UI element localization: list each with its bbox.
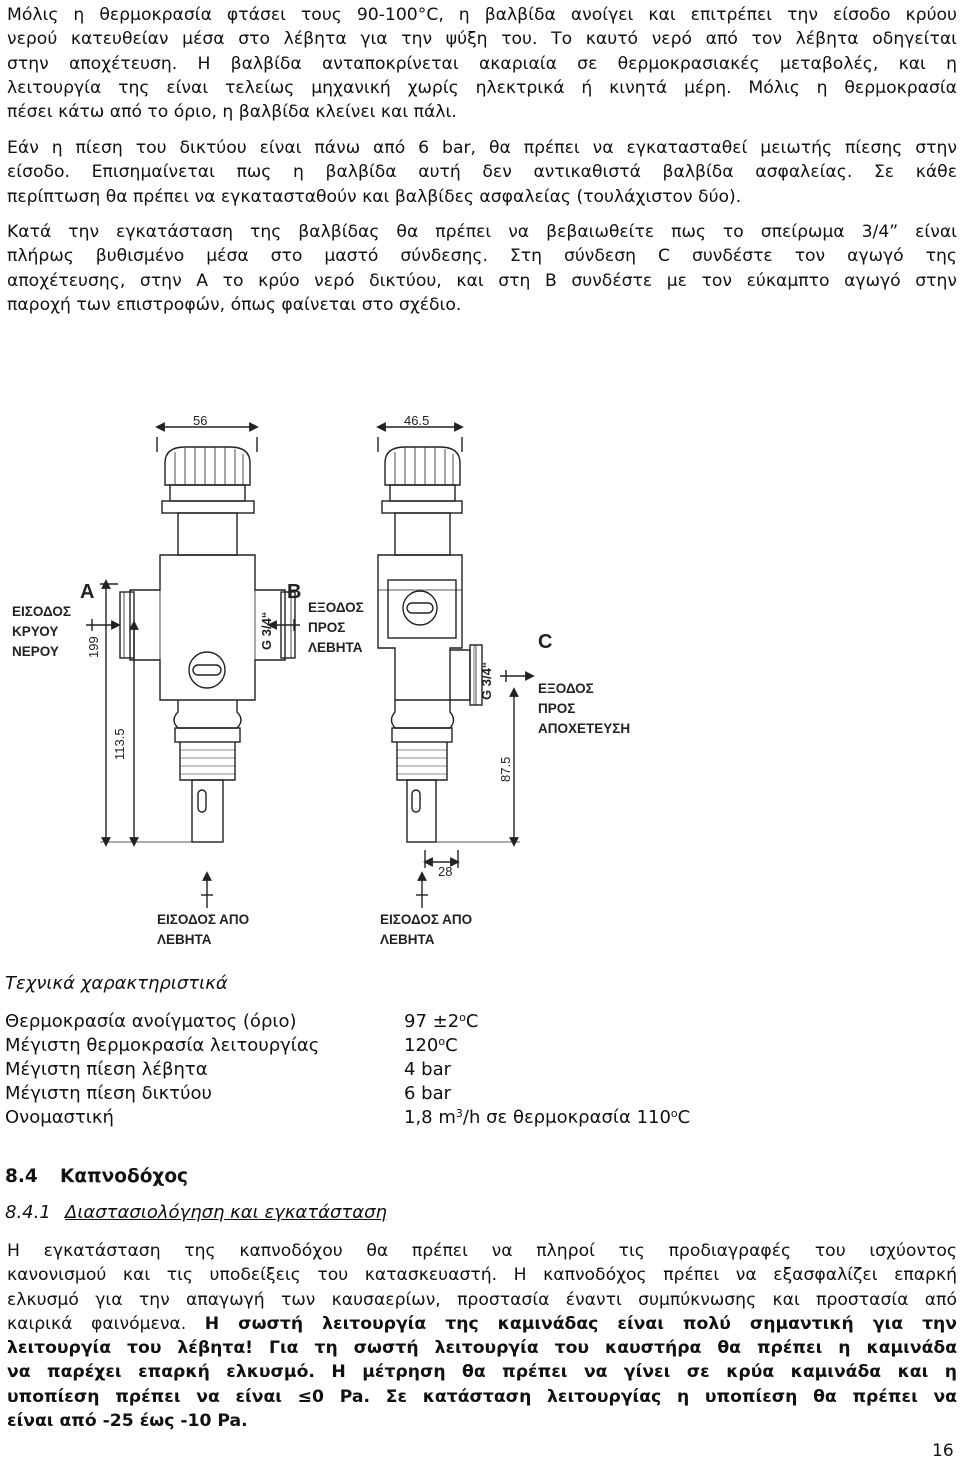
spec-value: 1,8 $m^3/h$ σε θερμοκρασία 110$^o$C [404, 1107, 691, 1128]
dim-28: 28 [438, 864, 453, 879]
subsection-number: 8.4.1 [5, 1202, 51, 1223]
port-a-label-3: ΝΕΡΟΥ [12, 644, 59, 659]
boiler-inlet-right-1: ΕΙΣΟΔΟΣ ΑΠΟ [380, 912, 473, 927]
port-c-label-3: ΑΠΟΧΕΤΕΥΣΗ [538, 721, 631, 736]
spec-value: 4 bar [404, 1059, 452, 1080]
spec-value: $97 \pm 2^oC$ [404, 1011, 479, 1032]
bold-text: να παρέχει επαρκή ελκυσμό. Η μέτρηση θα πρέπει να γίνει σε κρύα καμινάδα και η [7, 1362, 957, 1383]
spec-label: Ονομαστική [5, 1107, 114, 1128]
tech-specs-title: Τεχνικά χαρακτηριστικά [5, 973, 228, 994]
text-line: ελκυσμό για την απαγωγή των καυσαερίων, προστασία έναντι συμπύκνωσης και προστασία από [7, 1289, 957, 1310]
paragraph-valve-operation [7, 3, 957, 124]
text-line: Κατά την εγκατάσταση της βαλβίδας θα πρέπει να βεβαιωθείτε πως το σπείρωμα 3/4” είναι [7, 222, 957, 242]
spec-value: 6 bar [404, 1083, 452, 1104]
text-line: περίπτωση θα πρέπει να εγκατασταθούν και βαλβίδες ασφαλείας (τουλάχιστον δύο). [7, 186, 742, 207]
boiler-inlet-left-2: ΛΕΒΗΤΑ [157, 932, 212, 947]
text-line: Μόλις η θερμοκρασία φτάσει τους 90-100°C, η βαλβίδα ανοίγει και επιτρέπει την είσοδο κρύου [7, 5, 957, 25]
thread-label-c: G 3/4“ [479, 661, 494, 700]
spec-label: Μέγιστη θερμοκρασία λειτουργίας [5, 1035, 320, 1056]
text-line: λειτουργία της είναι τελείως μηχανική χωρίς ηλεκτρικά ή κινητά μέρη. Μόλις η θερμοκρασία [7, 77, 957, 98]
text-line: πλήρως βυθισμένο μέσα στο μαστό σύνδεσης. Στη σύνδεση C συνδέστε τον αγωγό της [7, 246, 957, 267]
text-line [7, 1312, 957, 1336]
dim-46-5: 46.5 [404, 413, 430, 428]
text-line [7, 1385, 957, 1409]
dim-56: 56 [193, 413, 208, 428]
port-letter-a: A [80, 581, 95, 603]
text-span: καιρικά φαινόμενα. [7, 1313, 187, 1334]
text-line: είσοδο. Επισημαίνεται πως η βαλβίδα αυτή δεν αντικαθιστά βαλβίδα ασφαλείας. Σε κάθε [7, 162, 957, 183]
dim-199: 199 [86, 636, 101, 658]
text-line [7, 1409, 957, 1433]
valve-technical-drawing [0, 405, 960, 965]
dim-87-5: 87.5 [498, 756, 513, 782]
text-line [7, 1360, 957, 1384]
spec-row [5, 1083, 905, 1107]
spec-label: Μέγιστη πίεση λέβητα [5, 1059, 208, 1080]
port-letter-b: B [287, 581, 302, 603]
port-b-label-2: ΠΡΟΣ [308, 620, 346, 635]
text-line: Εάν η πίεση του δικτύου είναι πάνω από 6 bar, θα πρέπει να εγκατασταθεί μειωτής πίεσης στην [7, 138, 957, 158]
spec-row [5, 1011, 905, 1035]
bold-text: Η σωστή λειτουργία της καμινάδας είναι πολύ σημαντική για την [204, 1313, 957, 1334]
text-line: αποχέτευσης, στην Α το κρύο νερό δικτύου, και στη Β συνδέστε με τον εύκαμπτο αγωγό στην [7, 270, 957, 291]
paragraph-installation [7, 220, 957, 317]
port-a-label-2: ΚΡΥΟΥ [12, 624, 59, 639]
section-heading [5, 1166, 188, 1187]
spec-row [5, 1059, 905, 1083]
dim-113-5: 113.5 [112, 728, 127, 760]
paragraph-pressure-note [7, 136, 957, 209]
bold-text: υποπίεση πρέπει να είναι ≤0 Pa. Σε κατάσταση λειτουργίας η υποπίεση θα πρέπει να [7, 1386, 957, 1407]
section-number: 8.4 [5, 1166, 38, 1187]
port-letter-c: C [538, 631, 553, 653]
page-number: 16 [932, 1441, 954, 1461]
spec-value: 120$^o$C [404, 1035, 458, 1056]
text-line: στην αποχέτευση. Η βαλβίδα ανταποκρίνεται ακαριαία σε θερμοκρασιακές μεταβολές, και η [7, 53, 957, 74]
port-a-label-1: ΕΙΣΟΔΟΣ [12, 604, 71, 619]
bold-text: είναι από -25 έως -10 Pa. [7, 1411, 248, 1432]
port-c-label-2: ΠΡΟΣ [538, 701, 576, 716]
bold-text: λειτουργία του λέβητα! Για τη σωστή λειτουργία του καυστήρα θα πρέπει η καμινάδα [7, 1338, 957, 1359]
port-c-label-1: ΕΞΟΔΟΣ [538, 681, 594, 696]
text-line: Η εγκατάσταση της καπνοδόχου θα πρέπει να πληροί τις προδιαγραφές του ισχύοντος [7, 1241, 957, 1261]
subsection-heading [5, 1202, 387, 1223]
boiler-inlet-left-1: ΕΙΣΟΔΟΣ ΑΠΟ [157, 912, 250, 927]
text-line: κανονισμού και τις υποδείξεις του κατασκευαστή. Η καπνοδόχος πρέπει να εξασφαλίζει επαρκή [7, 1265, 957, 1286]
text-line: νερού κατευθείαν μέσα στο λέβητα για την ψύξη του. Το καυτό νερό από τον λέβητα οδηγείται [7, 29, 957, 50]
spec-row [5, 1107, 905, 1131]
paragraph-chimney [7, 1239, 957, 1433]
text-line: πέσει κάτω από το όριο, η βαλβίδα κλείνει και πάλι. [7, 102, 457, 123]
thread-label-b: G 3/4“ [259, 611, 274, 650]
subsection-title: Διαστασιολόγηση και εγκατάσταση [65, 1202, 387, 1223]
port-b-label-1: ΕΞΟΔΟΣ [308, 600, 364, 615]
boiler-inlet-right-2: ΛΕΒΗΤΑ [380, 932, 435, 947]
text-line [7, 1336, 957, 1360]
spec-row [5, 1035, 905, 1059]
port-b-label-3: ΛΕΒΗΤΑ [308, 640, 363, 655]
section-title: Καπνοδόχος [60, 1166, 189, 1187]
text-line: παροχή των επιστροφών, όπως φαίνεται στο σχέδιο. [7, 294, 462, 315]
spec-label: Μέγιστη πίεση δικτύου [5, 1083, 212, 1104]
spec-label: Θερμοκρασία ανοίγματος (όριο) [5, 1011, 297, 1032]
